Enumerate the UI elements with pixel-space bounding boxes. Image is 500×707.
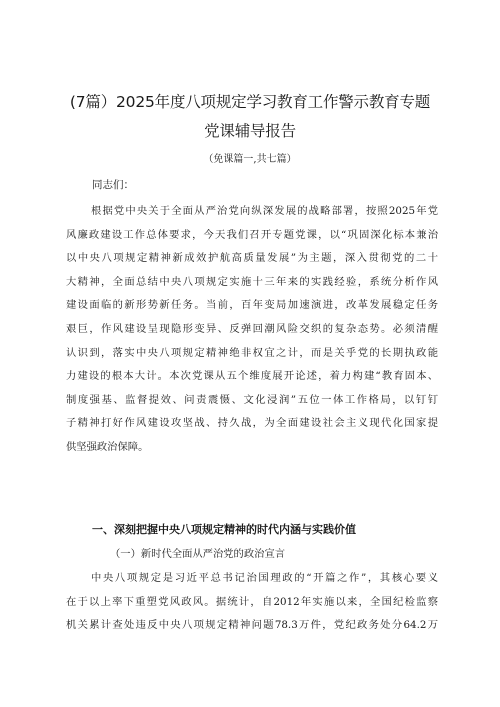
paragraph-line: 以中央八项规定精神新成效护航高质量发展”为主题，深入贯彻党的二十 bbox=[66, 252, 438, 265]
section-subheading: （一）新时代全面从严治党的政治宣言 bbox=[110, 548, 286, 560]
paragraph-line: 大精神，全面总结中央八项规定实施十三年来的实践经验，系统分析作风 bbox=[66, 275, 438, 288]
paragraph-line: 建设面临的新形势新任务。当前，百年变局加速演进，改革发展稳定任务 bbox=[66, 299, 438, 312]
paragraph-line: 子精神打好作风建设攻坚战、持久战，为全面建设社会主义现代化国家提 bbox=[66, 417, 438, 430]
paragraph-2 bbox=[66, 567, 438, 638]
paragraph-line: 机关累计查处违反中央八项规定精神问题78.3万件，党纪政务处分64.2万 bbox=[66, 619, 438, 632]
paragraph-line: 中央八项规定是习近平总书记治国理政的“开篇之作”，其核心要义 bbox=[91, 572, 438, 584]
section-heading: 一、深刻把握中央八项规定精神的时代内涵与实践价值 bbox=[92, 523, 356, 536]
paragraph-line: 根据党中央关于全面从严治党向纵深发展的战略部署，按照2025年党 bbox=[91, 205, 438, 217]
paragraph-line: 艰巨，作风建设呈现隐形变异、反弹回潮风险交织的复杂态势。必须清醒 bbox=[66, 322, 438, 335]
title-line-2: 党课辅导报告 bbox=[204, 122, 296, 140]
paragraph-line: 供坚强政治保障。 bbox=[66, 440, 149, 453]
paragraph-line: 力建设的根本大计。本次党课从五个维度展开论述，着力构建“教育固本、 bbox=[66, 370, 438, 383]
document-title bbox=[40, 88, 460, 146]
title-line-1: (7篇）2025年度八项规定学习教育工作警示教育专题 bbox=[69, 93, 431, 111]
paragraph-1 bbox=[66, 200, 438, 460]
greeting: 同志们： bbox=[92, 179, 134, 191]
paragraph-line: 在于以上率下重塑党风政风。据统计，自2012年实施以来，全国纪检监察 bbox=[66, 595, 438, 608]
paragraph-line: 认识到，落实中央八项规定精神绝非权宜之计，而是关乎党的长期执政能 bbox=[66, 346, 438, 359]
paragraph-line: 风廉政建设工作总体要求，今天我们召开专题党课，以“巩固深化标本兼治 bbox=[66, 228, 438, 241]
paragraph-line: 制度强基、监督提效、问责震慑、文化浸润”五位一体工作格局，以钉钉 bbox=[66, 393, 438, 406]
document-subtitle: （免课篇一,共七篇） bbox=[203, 154, 297, 165]
